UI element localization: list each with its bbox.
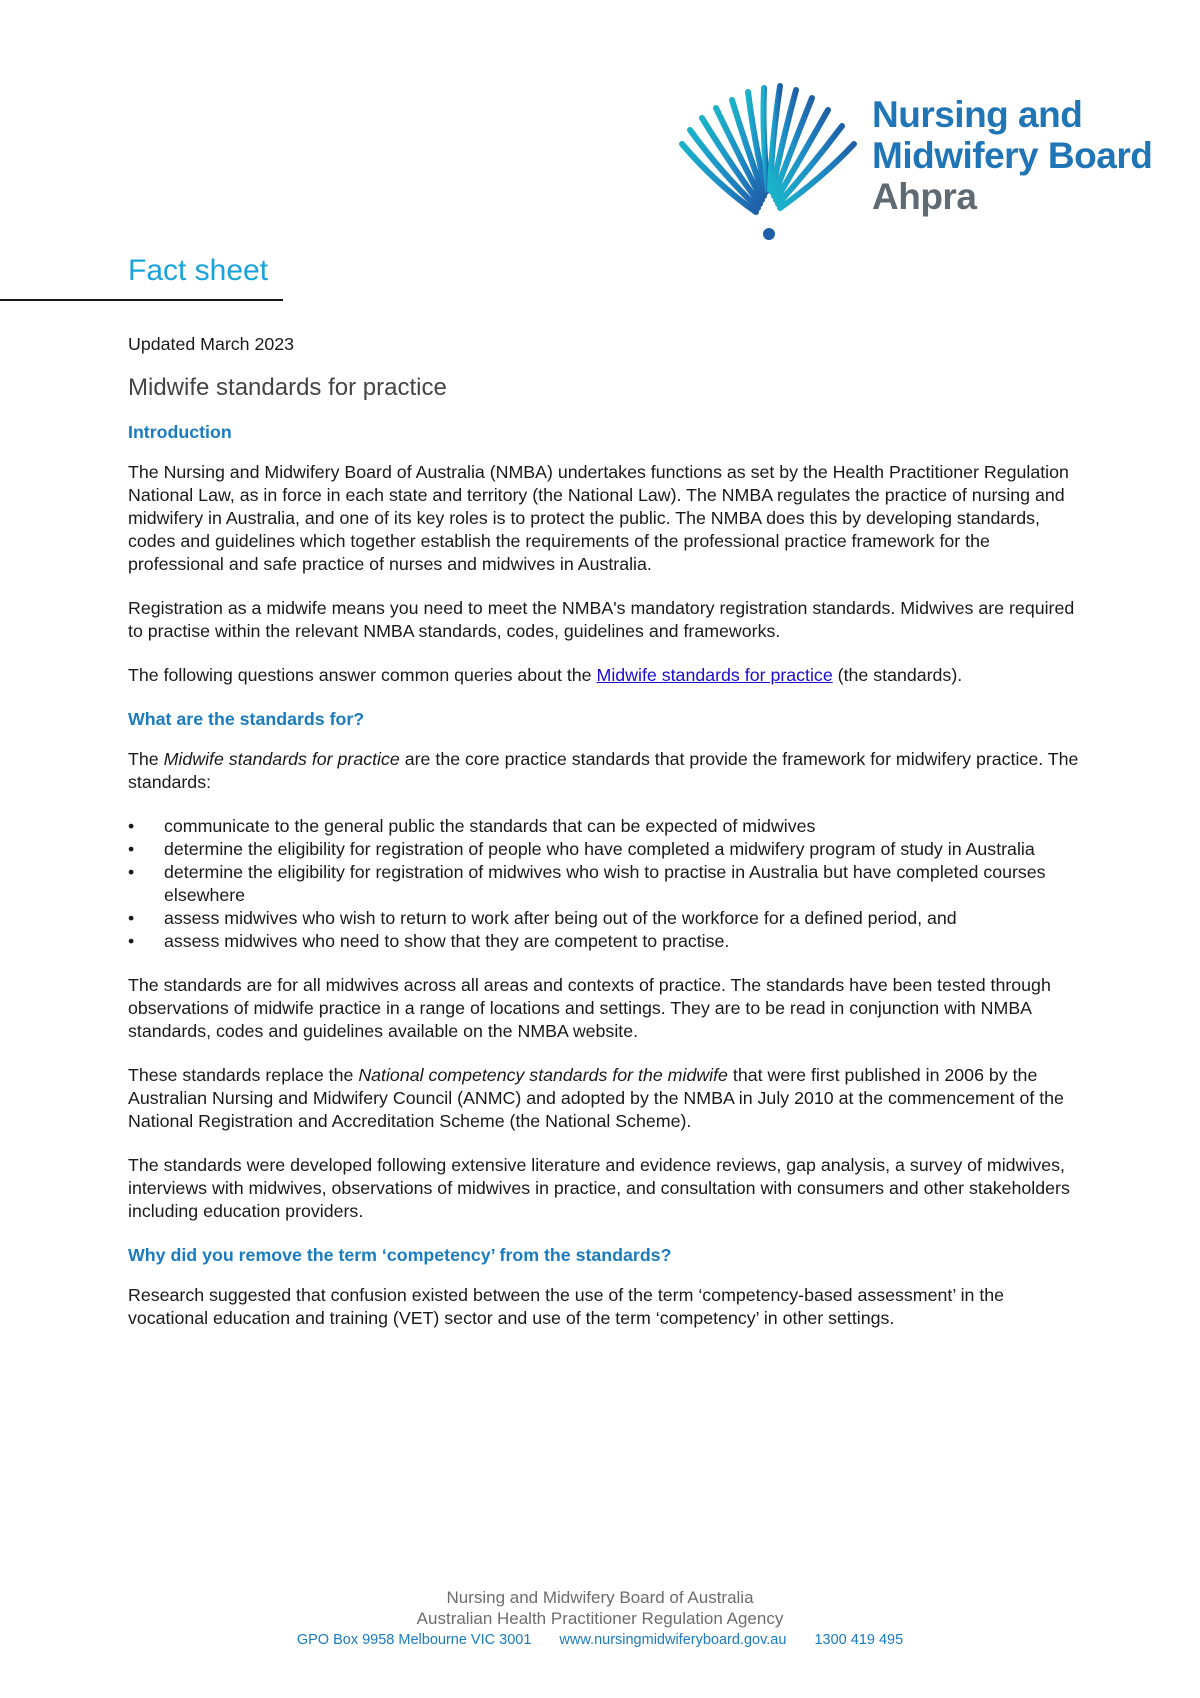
what-p1-text-after: are the core practice standards that provide the framework for midwifery practice. The standards: xyxy=(128,749,1079,792)
standards-link[interactable]: Midwife standards for practice xyxy=(596,665,833,685)
what-paragraph-3 xyxy=(128,1064,1088,1133)
logo-wordmark xyxy=(872,94,1152,217)
what-p3-text-before: These standards replace the xyxy=(128,1065,359,1085)
updated-date: Updated March 2023 xyxy=(128,334,295,354)
intro-paragraph-2: Registration as a midwife means you need to meet the NMBA's mandatory registration standards. Midwives are required to practise within the relevant NMBA standards, codes, guidelines and frameworks. xyxy=(128,598,1075,641)
footer-contact-line xyxy=(0,1630,1200,1650)
footer-phone: 1300 419 495 xyxy=(814,1632,904,1648)
what-p3-text-after: that were first published in 2006 by the Australian Nursing and Midwifery Council (ANMC) and adopted by the NMBA in July 2010 at the commencement of the National Registration and Accreditation Scheme (the National Scheme). xyxy=(128,1065,1064,1131)
why-paragraph-1: Research suggested that confusion existed between the use of the term ‘competency-based assessment’ in the vocational education and training (VET) sector and use of the term ‘competency’ in other settings. xyxy=(128,1285,1005,1328)
page-title: Midwife standards for practice xyxy=(128,374,447,401)
list-item: • determine the eligibility for registration of people who have completed a midwifery program of study in Australia xyxy=(128,838,1088,861)
logo-line-3: Ahpra xyxy=(872,176,977,217)
logo-line-2: Midwifery Board xyxy=(872,135,1153,176)
page-footer xyxy=(0,1587,1200,1650)
footer-website-link[interactable]: www.nursingmidwiferyboard.gov.au xyxy=(559,1632,787,1648)
footer-address: GPO Box 9958 Melbourne VIC 3001 xyxy=(296,1632,532,1648)
footer-board-name: Nursing and Midwifery Board of Australia xyxy=(446,1588,754,1607)
nmba-logo xyxy=(676,74,1180,244)
what-p3-italic-title: National competency standards for the midwife xyxy=(358,1065,728,1085)
intro-p3-text-after: (the standards). xyxy=(832,665,963,685)
header-divider xyxy=(0,299,283,301)
what-paragraph-2: The standards are for all midwives across all areas and contexts of practice. The standards have been tested through observations of midwife practice in a range of locations and settings. They are to be read in conjunction with NMBA standards, codes and guidelines available on the NMBA website. xyxy=(128,975,1051,1041)
intro-paragraph-3 xyxy=(128,664,1088,687)
doc-type-label: Fact sheet xyxy=(128,254,269,287)
heading-what-are-standards: What are the standards for? xyxy=(128,709,365,729)
list-item: • determine the eligibility for registration of midwives who wish to practise in Australia but have completed courses elsewhere xyxy=(128,861,1088,907)
heading-introduction: Introduction xyxy=(128,422,232,442)
logo-line-1: Nursing and xyxy=(872,94,1083,135)
heading-why-remove-competency: Why did you remove the term ‘competency’ from the standards? xyxy=(128,1245,672,1265)
list-item: • assess midwives who wish to return to work after being out of the workforce for a defined period, and xyxy=(128,907,1088,930)
fan-emblem-icon xyxy=(676,74,866,244)
what-p1-text-before: The xyxy=(128,749,164,769)
intro-paragraph-1: The Nursing and Midwifery Board of Australia (NMBA) undertakes functions as set by the Health Practitioner Regulation National Law, as in force in each state and territory (the National Law). The NMBA regulates the practice of nursing and midwifery in Australia, and one of its key roles is to protect the public. The NMBA does this by developing standards, codes and guidelines which together establish the requirements of the professional practice framework for the professional and safe practice of nurses and midwives in Australia. xyxy=(128,462,1069,574)
what-p1-italic-title: Midwife standards for practice xyxy=(163,749,400,769)
what-paragraph-4: The standards were developed following extensive literature and evidence reviews, gap analysis, a survey of midwives, interviews with midwives, observations of midwives in practice, and consultation with consumers and other stakeholders including education providers. xyxy=(128,1155,1070,1221)
standards-purpose-list xyxy=(128,815,1088,953)
what-paragraph-1 xyxy=(128,748,1088,794)
intro-p3-text-before: The following questions answer common queries about the xyxy=(128,665,597,685)
footer-agency-name: Australian Health Practitioner Regulation Agency xyxy=(416,1609,784,1628)
document-body xyxy=(128,333,1088,1351)
list-item: • assess midwives who need to show that they are competent to practise. xyxy=(128,930,1088,953)
list-item: • communicate to the general public the standards that can be expected of midwives xyxy=(128,815,1088,838)
